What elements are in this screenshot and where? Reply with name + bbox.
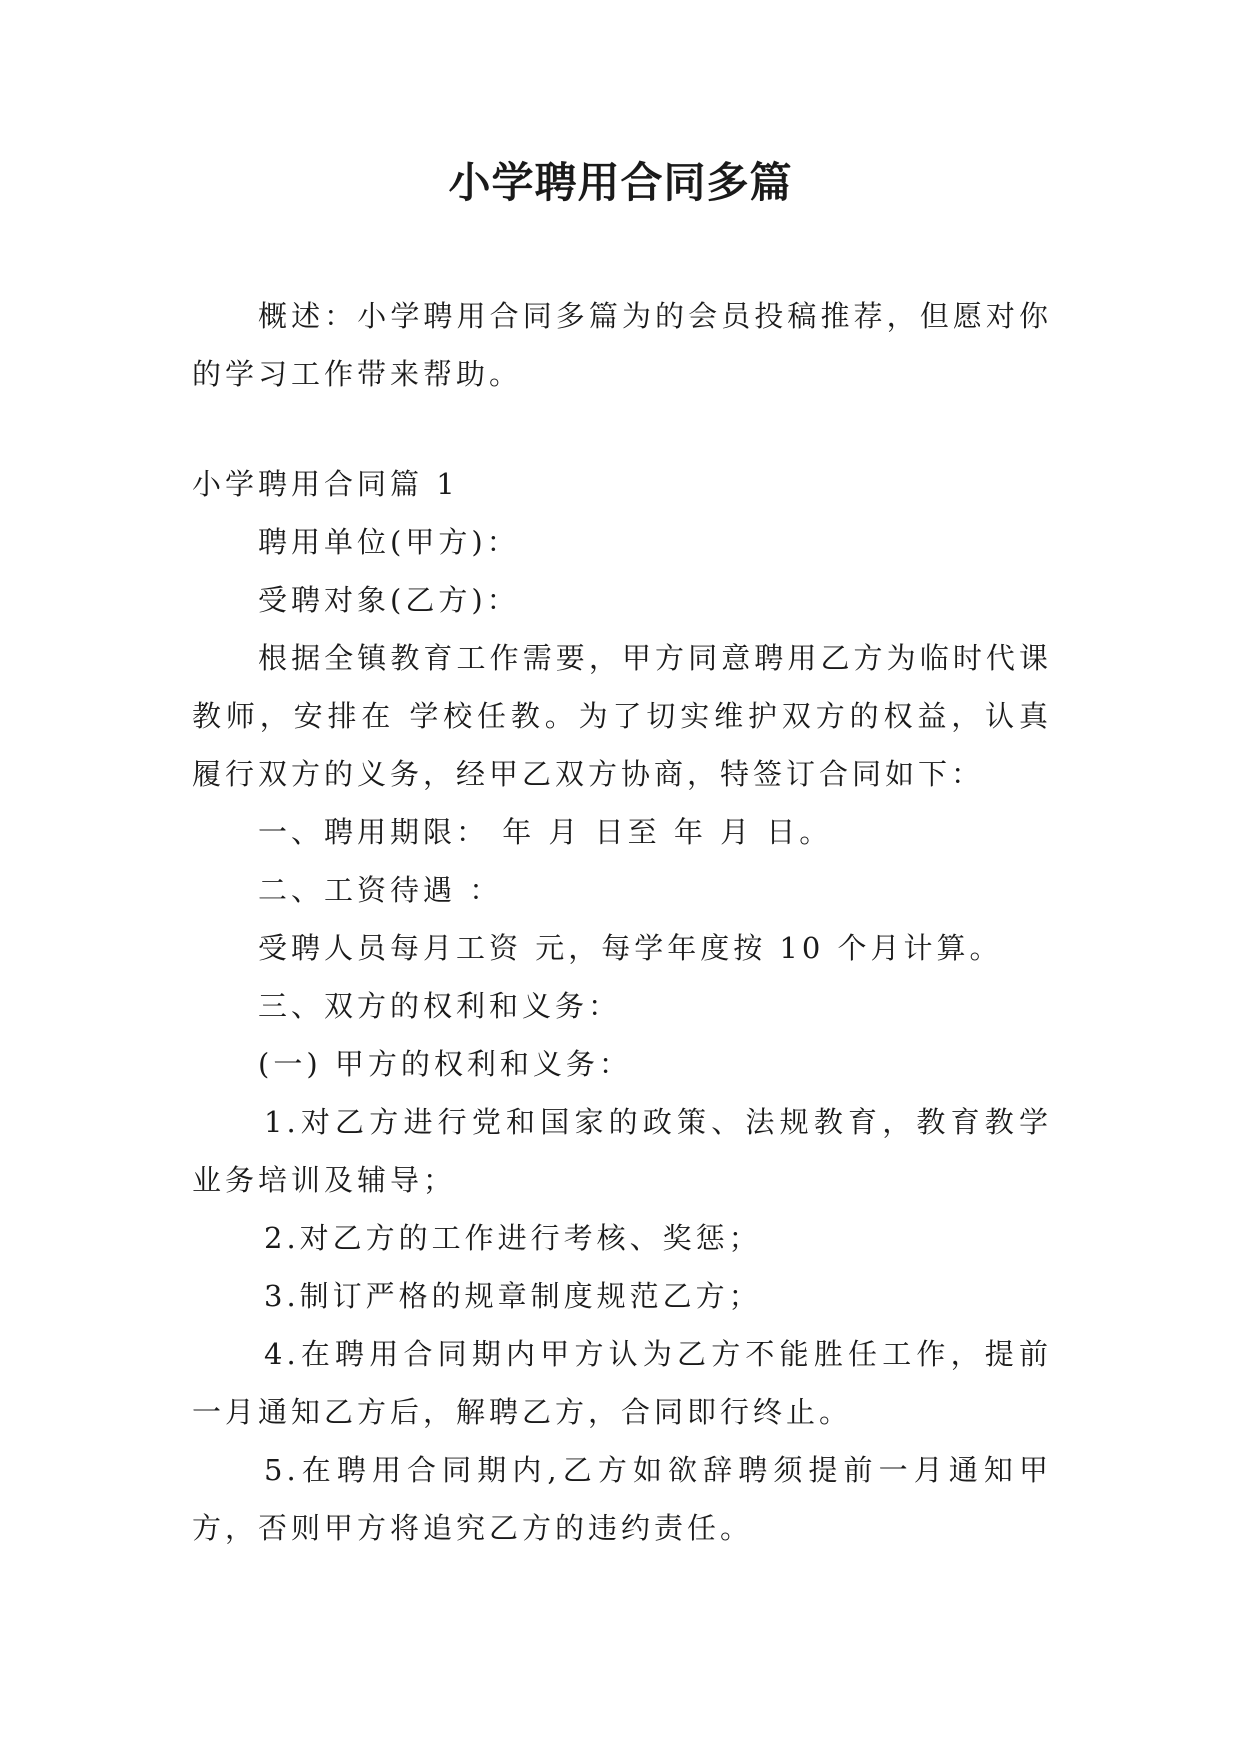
clause-party-a-heading: (一) 甲方的权利和义务：	[258, 1047, 632, 1081]
clause-salary-detail: 受聘人员每月工资 元，每学年度按 10 个月计算。	[258, 931, 1003, 965]
list-item: 4.在聘用合同期内甲方认为乙方不能胜任工作，提前一月通知乙方后，解聘乙方，合同即行终止。	[192, 1337, 1052, 1429]
preamble-paragraph: 根据全镇教育工作需要，甲方同意聘用乙方为临时代课教师，安排在 学校任教。为了切实维护双方的权益，认真履行双方的义务，经甲乙双方协商，特签订合同如下：	[192, 641, 1052, 791]
summary-paragraph: 概述：小学聘用合同多篇为的会员投稿推荐，但愿对你的学习工作带来帮助。	[192, 299, 1052, 391]
clause-salary-heading: 二、工资待遇 ：	[258, 873, 503, 907]
document-body	[192, 287, 1052, 1557]
clause-term: 一、聘用期限： 年 月 日至 年 月 日。	[258, 815, 833, 849]
clause-rights-heading: 三、双方的权利和义务：	[258, 989, 622, 1023]
employee-line: 受聘对象(乙方)：	[258, 583, 520, 617]
document-title: 小学聘用合同多篇	[448, 158, 793, 207]
list-item: 5.在聘用合同期内,乙方如欲辞聘须提前一月通知甲方，否则甲方将追究乙方的违约责任。	[192, 1453, 1052, 1545]
employer-line: 聘用单位(甲方)：	[258, 525, 520, 559]
section-heading: 小学聘用合同篇 1	[192, 467, 459, 501]
list-item: 2.对乙方的工作进行考核、奖惩；	[264, 1221, 762, 1255]
list-item: 1.对乙方进行党和国家的政策、法规教育，教育教学业务培训及辅导；	[192, 1105, 1052, 1197]
list-item: 3.制订严格的规章制度规范乙方；	[264, 1279, 762, 1313]
